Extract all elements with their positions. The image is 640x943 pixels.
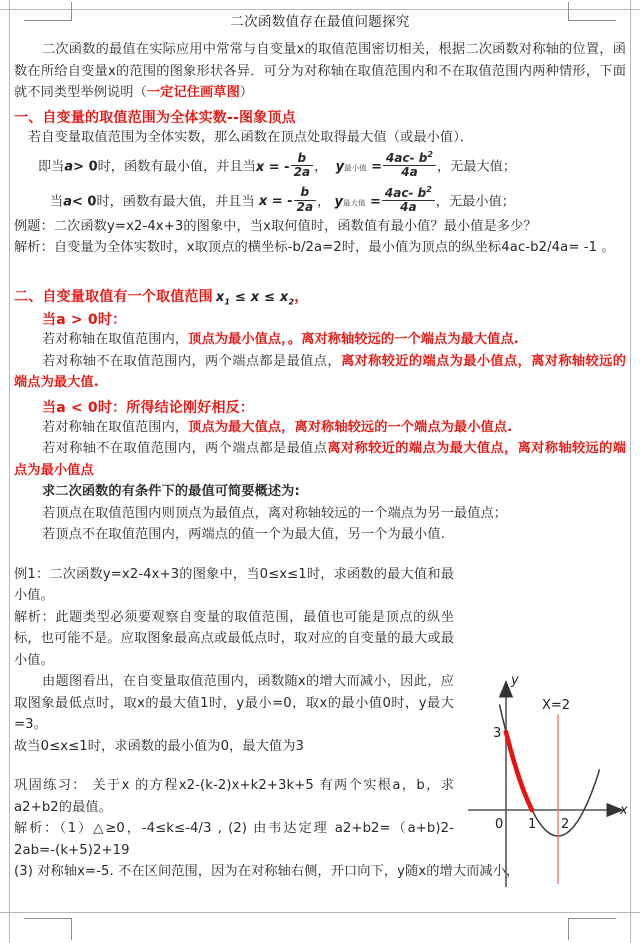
a-neg-middle: 时，函数有最大值，并且当 <box>96 194 255 210</box>
a-neg-outside-emphasis: 离对称较近的端点为最大值点，离对称轴较远的端点为最小值点 <box>14 441 626 478</box>
parabola-curve-main <box>493 759 506 810</box>
symmetry-axis-label: X=2 <box>542 698 571 713</box>
section2-heading-text: 二、自变量取值有一个取值范围 <box>14 288 213 305</box>
section1-example-question: 例题：二次函数y=x2-4x+3的图象中，当x取何值时，函数值有最小值？最小值是多少？ <box>14 218 537 234</box>
section2-range-notation: $x_1 \le x \le x_2$ <box>215 289 295 307</box>
fraction-numerator: b <box>294 186 316 200</box>
section2-summary-line2: 若顶点不在取值范围内，两端点的值一个为最大值，另一个为最小值. <box>42 527 445 543</box>
a-neg-variable: a <box>63 194 72 210</box>
a-pos-variable: a <box>64 159 74 175</box>
numerator-exponent: 2 <box>427 150 433 159</box>
section2-summary-title: 求二次函数的有条件下的最值可简要概述为: <box>42 484 300 500</box>
parabola-figure <box>468 662 636 900</box>
a-neg-relation: < 0 <box>71 194 97 210</box>
example1-analysis-1: 解析：此题类型必须要观察自变量的取值范围，最值也可能是顶点的纵坐标，也可能不是。应取图象最高点或最低点时，取对应的自变量的最大或最小值。 <box>14 609 454 668</box>
section1-heading: 一、自变量的取值范围为全体实数--图象顶点 <box>14 109 296 126</box>
formula-y-min-subscript: 最小值 <box>344 163 367 173</box>
numerator-text: 4ac- b <box>384 185 427 200</box>
y-axis-label: y <box>511 673 519 688</box>
example1-block <box>14 564 454 758</box>
a-neg-suffix: ，无最小值； <box>435 194 515 210</box>
intro-paragraph <box>14 39 626 104</box>
formula-x-lhs: x = - <box>255 159 290 175</box>
formula-equals: = <box>365 194 381 210</box>
page-title: 二次函数值存在最值问题探究 <box>230 14 410 30</box>
a-pos-inside-emphasis: 顶点为最小值点，。离对称轴较远的一个端点为最大值点. <box>188 332 519 348</box>
section2-heading <box>14 286 626 307</box>
fraction-discriminant-max <box>382 186 435 215</box>
a-pos-outside-emphasis: 离对称较近的端点为最小值点，离对称轴较远的端点为最大值. <box>14 353 626 391</box>
section2-a-neg-outside <box>14 438 626 481</box>
a-pos-prefix: 即当 <box>38 159 65 175</box>
formula-equals: = <box>366 159 383 175</box>
fraction-b-over-2a <box>291 152 313 180</box>
formula-row-a-positive: 即当a> 0时，函数有最小值，并且当x = - $\frac{b}{2a}$ ， y最小值 = $\frac{4ac- b^2}{4a}$ ，无最大值； <box>38 150 517 180</box>
formula-y-symbol: y <box>335 159 345 175</box>
fraction-denominator: 4a <box>401 165 418 180</box>
a-neg-prefix: 当 <box>50 194 64 210</box>
practice-answer-2: (3) 对称轴x=-5. 不在区间范围，因为在对称轴右侧，开口向下，y随x的增大而减小， <box>14 864 520 880</box>
tick-label-1: 1 <box>528 817 537 832</box>
section1-example-answer: 解析：自变量为全体实数时，x取顶点的横坐标-b/2a=2时，最小值为顶点的纵坐标4ac-b2/4a= -1 。 <box>14 240 615 256</box>
a-neg-inside-emphasis: 顶点为最大值点，离对称轴较远的一个端点为最小值点. <box>188 419 513 435</box>
a-neg-inside-prefix: 若对称轴在取值范围内， <box>42 419 189 435</box>
fraction-denominator: 4a <box>400 200 417 215</box>
practice-block <box>14 775 454 861</box>
fraction-denominator: 2a <box>293 164 311 179</box>
example1-question: 例1：二次函数y=x2-4x+3的图象中，当0≤x≤1时，求函数的最大值和最小值。 <box>14 566 454 604</box>
tick-label-0: 0 <box>495 817 504 832</box>
section2-subheading-a-negative: 当a < 0时：所得结论刚好相反： <box>42 399 255 416</box>
practice-answer-1: 解析：（1）△≥0，-4≤k≤-4/3 , (2) 由韦达定理 a2+b2=（a+b)2-2ab=-(k+5)2+19 <box>14 821 454 858</box>
fraction-numerator <box>382 186 435 201</box>
section2-a-pos-inside <box>14 329 626 351</box>
fraction-discriminant-min <box>383 151 436 180</box>
example1-analysis-2: 由题图看出，在自变量取值范围内，函数随x的增大而减小，因此，应取图象最低点时，取x的最大值1时，y最小=0，取x的最小值0时，y最大=3。 <box>14 674 454 733</box>
formula-x-vertex-min <box>255 150 314 181</box>
section2-heading-comma: ， <box>294 288 309 305</box>
x-axis-label: x <box>620 803 628 818</box>
section2-a-neg-inside <box>14 417 626 439</box>
a-neg-outside-prefix: 若对称轴不在取值范围内，两个端点都是最值点 <box>42 441 328 457</box>
formula-y-min <box>336 152 437 181</box>
formula-x-vertex-max <box>259 187 317 215</box>
highlight-segment <box>506 732 532 810</box>
formula-y-symbol: y <box>334 194 343 210</box>
section2-summary-line1: 若顶点在取值范围内则顶点为最值点，离对称轴较远的一个端点为另一最值点； <box>42 505 508 521</box>
tick-label-2: 2 <box>561 817 570 832</box>
intro-text: 二次函数的最值在实际应用中常常与自变量x的取值范围密切相关，根据二次函数对称轴的位置，函数在所给自变量x的范围的图象形状各异．可分为对称轴在取值范围内和不在取值范围内两种情形，下面就不同类型举例说明（ <box>14 42 626 100</box>
page-border-left <box>9 0 10 943</box>
example1-conclusion: 故当0≤x≤1时，求函数的最小值为0，最大值为3 <box>14 738 305 754</box>
fraction-numerator <box>383 151 436 166</box>
fraction-denominator: 2a <box>296 199 314 214</box>
a-pos-outside-prefix: 若对称轴不在取值范围内，两个端点都是最值点， <box>42 353 341 369</box>
intro-emphasis: 一定记住画草图 <box>146 85 240 100</box>
section1-line1: 若自变量取值范围为全体实数，那么函数在顶点处取得最大值（或最小值）． <box>28 129 474 145</box>
formula-y-max-subscript: 最大值 <box>342 198 366 208</box>
formula-y-max <box>334 184 435 216</box>
practice-question: 巩固练习： 关于x 的方程x2-(k-2)x+k2+3k+5 有两个实根a，b，求a2+b2的最值。 <box>14 778 454 815</box>
fraction-numerator: b <box>291 152 313 166</box>
a-pos-inside-prefix: 若对称轴在取值范围内， <box>42 332 189 348</box>
numerator-exponent: 2 <box>426 184 432 194</box>
tick-label-3: 3 <box>493 726 502 741</box>
intro-close: ） <box>239 85 254 100</box>
formula-row-a-negative: 当a< 0时，函数有最大值，并且当 x = - $\frac{b}{2a}$ ， y最大值 = $\frac{4ac- b^2}{4a}$ ，无最小值； <box>50 184 515 215</box>
a-pos-relation: > 0 <box>73 159 98 175</box>
section2-a-pos-outside <box>14 351 626 394</box>
numerator-text: 4ac- b <box>386 151 428 165</box>
a-pos-middle: 时，函数有最小值，并且当 <box>97 159 256 175</box>
a-pos-suffix: ，无最大值； <box>436 159 517 175</box>
fraction-b-over-2a <box>294 186 316 214</box>
formula-x-lhs: x = - <box>258 194 293 210</box>
section2-subheading-a-positive: 当a > 0时： <box>42 312 127 329</box>
